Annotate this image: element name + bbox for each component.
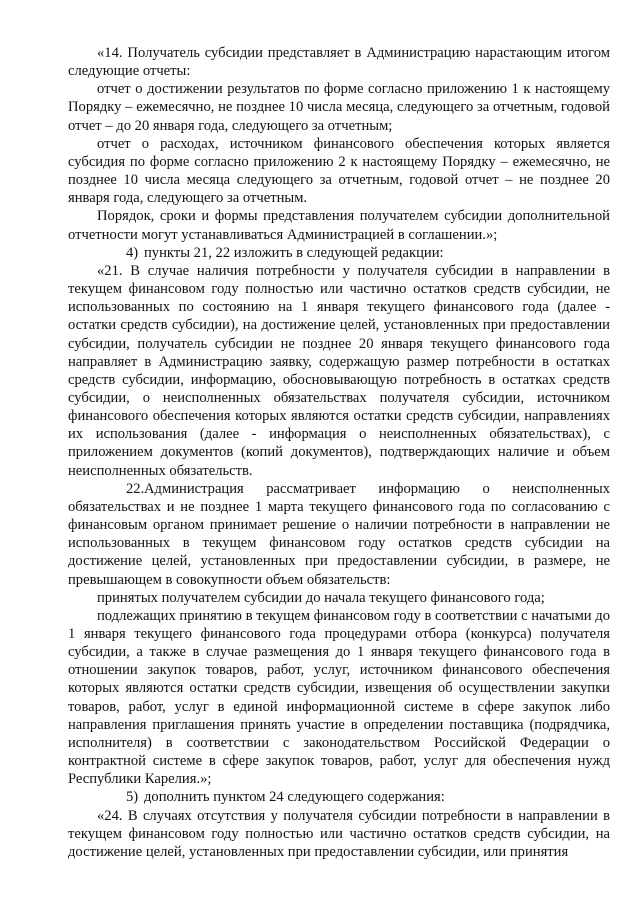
list-item-5 <box>68 788 610 806</box>
list-item-text: пункты 21, 22 изложить в следующей редакции: <box>144 244 444 261</box>
list-item-22 <box>68 480 610 589</box>
document-body <box>68 44 610 861</box>
list-item-number: 5) <box>126 789 139 806</box>
paragraph-24: «24. В случаях отсутствия у получателя субсидии потребности в направлении в текущем финансовом году полностью или частично остатков средств субсидии, на достижение целей, установленных при предоставлении субсидии, или принятия <box>68 807 610 860</box>
list-item-4 <box>68 244 610 262</box>
paragraph-14-intro: «14. Получатель субсидии представляет в Администрацию нарастающим итогом следующие отчеты: <box>68 45 610 80</box>
paragraph-expenses-report: отчет о расходах, источником финансового обеспечения которых является субсидия по форме согласно приложению 2 к настоящему Порядку – ежемесячно, не позднее 10 числа месяца следующего за отчетным, годовой отчет – не позднее 20 января года, следующего за отчетным. <box>68 135 610 207</box>
paragraph-pending-obligations: подлежащих принятию в текущем финансовом году в соответствии с начатыми до 1 января текущего финансового года процедурами отбора (конкурса) получателя субсидии, а также в случае размещения до 1 января текущего финансового года в отношении закупок товаров, работ, услуг, источником финансового обеспечения которых являются остатки средств субсидии, извещения об осуществлении закупки товаров, работ, услуг в единой информационной системе в сфере закупок либо направления приглашения принять участие в определении поставщика (подрядчика, исполнителя) в соответствии с законодательством Российской Федерации о контрактной системе в сфере закупок товаров, работ, услуг для обеспечения нужд Республики Карелия.»; <box>68 607 610 788</box>
list-item-number: 4) <box>126 244 139 261</box>
list-item-text: дополнить пунктом 24 следующего содержания: <box>144 789 445 806</box>
paragraph-accepted-obligations: принятых получателем субсидии до начала текущего финансового года; <box>97 589 545 606</box>
list-item-number: 22. <box>126 480 145 497</box>
paragraph-results-report: отчет о достижении результатов по форме согласно приложению 1 к настоящему Порядку – ежемесячно, не позднее 10 числа месяца, следующего за отчетным, годовой отчет – до 20 января года, следующего за отчетным; <box>68 81 610 134</box>
paragraph-21: «21. В случае наличия потребности у получателя субсидии в направлении в текущем финансовом году полностью или частично остатков средств субсидии, не использованных по состоянию на 1 января текущего финансового года (далее - остатки средств субсидии), на достижение целей, установленных при предоставлении субсидии, получатель субсидии не позднее 20 января текущего финансового года направляет в Администрацию заявку, содержащую размер потребности в остатках средств субсидии, информацию, обосновывающую потребность в остатках средств субсидии, о неисполненных обязательствах получателя субсидии, источником финансового обеспечения которых являются остатки средств субсидии, направлениях их использования (далее - информация о неисполненных обязательствах), с приложением документов (копий документов), подтверждающих наличие и объем неисполненных обязательств. <box>68 262 610 479</box>
paragraph-procedure: Порядок, сроки и формы представления получателем субсидии дополнительной отчетности могут устанавливаться Администрацией в соглашении.»; <box>68 208 610 243</box>
list-item-text: Администрация рассматривает информацию о неисполненных обязательствах и не позднее 1 марта текущего финансового года по согласованию с финансовым органом принимает решение о наличии потребности в направлении не использованных в текущем финансовом году остатков средств субсидии на достижение целей, установленных при предоставлении субсидии, в размере, не превышающем в совокупности объем обязательств: <box>68 480 610 588</box>
